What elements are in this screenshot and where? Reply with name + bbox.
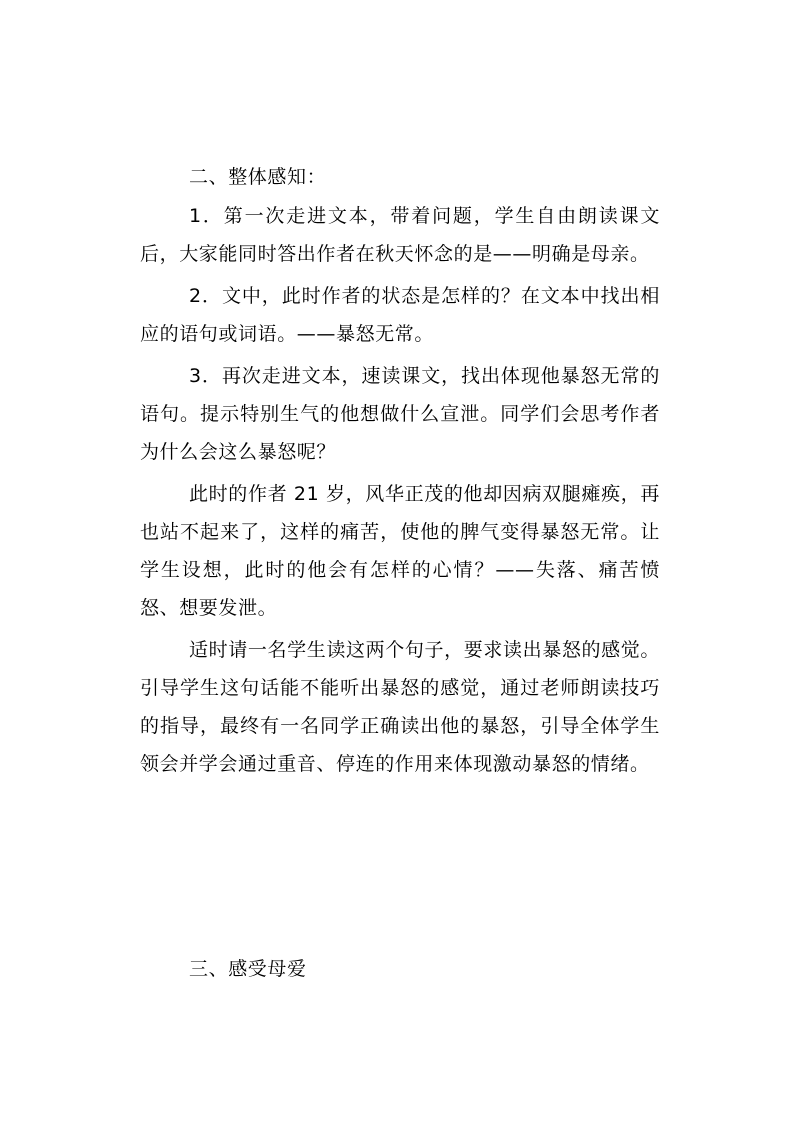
body-text xyxy=(140,197,660,783)
section-heading-overall-perception: 二、整体感知： xyxy=(189,166,327,188)
paragraph-author-state: 此时的作者 21 岁，风华正茂的他却因病双腿瘫痪，再也站不起来了，这样的痛苦，使他的脾气变得暴怒无常。让学生设想，此时的他会有怎样的心情？——失落、痛苦愤怒、想要发泄。 xyxy=(140,483,660,619)
paragraph-reading-guidance: 适时请一名学生读这两个句子，要求读出暴怒的感觉。引导学生这句话能不能听出暴怒的感觉，通过老师朗读技巧的指导，最终有一名同学正确读出他的暴怒，引导全体学生领会并学会通过重音、停连的作用来体现激动暴怒的情绪。 xyxy=(140,639,660,775)
paragraph-step-3: 3．再次走进文本，速读课文，找出体现他暴怒无常的语句。提示特别生气的他想做什么宣泄。同学们会思考作者为什么会这么暴怒呢？ xyxy=(140,365,660,463)
paragraph-step-1: 1．第一次走进文本，带着问题，学生自由朗读课文后，大家能同时答出作者在秋天怀念的是——明确是母亲。 xyxy=(140,205,660,265)
paragraph-step-2: 2．文中，此时作者的状态是怎样的？在文本中找出相应的语句或词语。——暴怒无常。 xyxy=(140,285,660,345)
section-heading-feel-mothers-love: 三、感受母爱 xyxy=(189,958,307,980)
